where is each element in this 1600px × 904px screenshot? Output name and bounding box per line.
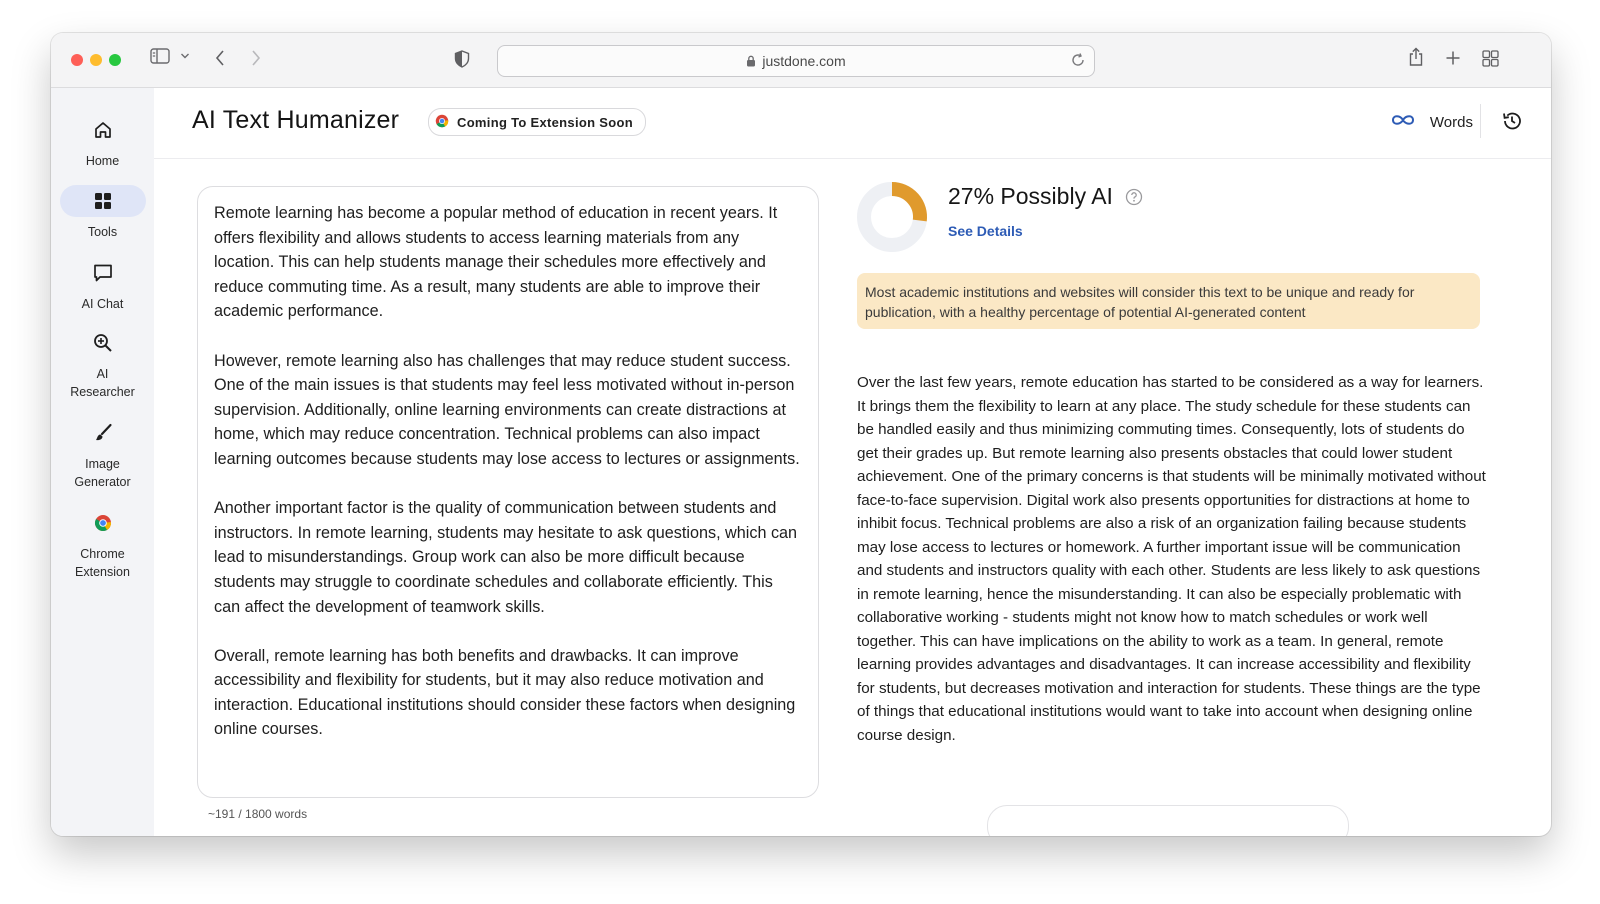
- page-header: [154, 88, 1551, 159]
- words-counter[interactable]: [1390, 108, 1473, 136]
- browser-toolbar: [51, 33, 1551, 88]
- humanized-output-text[interactable]: Over the last few years, remote education has started to be considered as a way for learners. It brings them the flexibility to learn at any place. The study schedule for these students can be handled easily and thus minimizing commuting times. Consequently, lots of students do get their grades up. But remote learning also presents obstacles that could lower student achievement. One of the primary concerns is that students will be minimally motivated without face-to-face supervision. Digital work also presents opportunities for distractions at home to inhibit focus. Technical problems are also a risk of an organization failing because students may lose access to lectures or homework. A further important issue will be communication and students and instructors quality with each other. Students are less likely to ask questions in remote learning, hence the misunderstanding. It can also be especially problematic with collaborative working - students might not know how to match schedules or work well together. This can have implications on the ability to work as a team. In general, remote learning provides advantages and disadvantages. It can increase accessibility and flexibility for students, but decreases motivation and interaction for students. These things are the type of things that educational institutions would want to take into account when designing online course design.: [857, 374, 1486, 744]
- words-label: Words: [1429, 113, 1473, 131]
- sidebar-item-image-generator[interactable]: [51, 417, 154, 491]
- home-icon: [60, 114, 146, 146]
- extension-badge-label: Coming To Extension Soon: [457, 114, 633, 130]
- chrome-icon: [60, 507, 146, 539]
- ai-score-donut: [856, 181, 928, 253]
- new-tab-icon[interactable]: [1445, 50, 1461, 66]
- extension-badge[interactable]: [428, 108, 646, 136]
- sidebar-item-chrome-extension[interactable]: [51, 507, 154, 581]
- ai-score: [948, 183, 1143, 210]
- grid-icon: [60, 185, 146, 217]
- sidebar-item-label: AI Chat: [81, 297, 124, 311]
- sidebar-toggle-icon[interactable]: [150, 48, 170, 64]
- sidebar-item-label: Chrome Extension: [75, 547, 130, 579]
- sidebar-item-tools[interactable]: [51, 185, 154, 241]
- history-icon[interactable]: [1501, 110, 1523, 137]
- infinity-icon: [1390, 113, 1416, 131]
- brush-icon: [60, 417, 146, 449]
- chat-icon: [60, 257, 146, 289]
- word-count: ~191 / 1800 words: [208, 807, 308, 821]
- minimize-window-button[interactable]: [90, 54, 102, 66]
- input-text-content[interactable]: [198, 187, 818, 742]
- see-details-link[interactable]: See Details: [948, 223, 1023, 239]
- tab-overview-icon[interactable]: [1482, 50, 1499, 67]
- address-bar[interactable]: [497, 45, 1095, 77]
- privacy-shield-icon[interactable]: [454, 50, 470, 68]
- chrome-icon: [435, 114, 449, 131]
- input-paragraph: Overall, remote learning has both benefits and drawbacks. It can improve accessibility and flexibility for students, but it may also reduce motivation and interaction. Educational institutions should consider these factors when designing online courses.: [214, 646, 796, 739]
- input-paragraph: However, remote learning also has challenges that may reduce student success. One of the main issues is that students may feel less motivated without in-person supervision. Additionally, online learning environments can create distractions at home, which may reduce concentration. Technical problems can also impact learning outcomes because students may lose access to lectures or assignments.: [214, 351, 800, 468]
- url-text: justdone.com: [762, 53, 846, 69]
- sidebar-item-ai-researcher[interactable]: [51, 327, 154, 401]
- header-divider: [1480, 104, 1481, 138]
- chevron-down-icon[interactable]: [180, 52, 190, 60]
- help-icon[interactable]: [1125, 188, 1143, 206]
- back-icon[interactable]: [214, 49, 226, 67]
- sidebar-item-label: Image Generator: [74, 457, 131, 489]
- close-window-button[interactable]: [71, 54, 83, 66]
- sidebar-item-home[interactable]: [51, 114, 154, 170]
- input-paragraph: Remote learning has become a popular method of education in recent years. It offers flexibility and allows students to access learning materials from any location. This can help students manage their schedules more effectively and reduce commuting time. As a result, many students are able to improve their academic performance.: [214, 204, 778, 321]
- reload-icon[interactable]: [1070, 52, 1086, 71]
- share-icon[interactable]: [1408, 47, 1424, 67]
- sidebar-item-label: Tools: [87, 225, 118, 239]
- browser-window: [51, 33, 1551, 836]
- result-notice: Most academic institutions and websites will consider this text to be unique and ready for publication, with a healthy percentage of potential AI-generated content: [857, 273, 1480, 329]
- sidebar-item-label: AI Researcher: [70, 367, 135, 399]
- app-sidebar: [51, 88, 154, 836]
- sidebar-item-ai-chat[interactable]: [51, 257, 154, 313]
- forward-icon[interactable]: [250, 49, 262, 67]
- input-text-area[interactable]: [197, 186, 819, 798]
- sidebar-item-label: Home: [85, 154, 120, 168]
- ai-score-text: 27% Possibly AI: [948, 183, 1113, 209]
- action-bar[interactable]: [987, 805, 1349, 836]
- page-title: AI Text Humanizer: [192, 106, 400, 134]
- input-paragraph: Another important factor is the quality of communication between students and instructors. In remote learning, students may hesitate to ask questions, which can lead to misunderstandings. Group work can also be more difficult because students may struggle to coordinate schedules and collaborate efficiently. This can affect the development of teamwork skills.: [214, 499, 798, 616]
- search-plus-icon: [60, 327, 146, 359]
- zoom-window-button[interactable]: [109, 54, 121, 66]
- lock-icon: [746, 55, 756, 67]
